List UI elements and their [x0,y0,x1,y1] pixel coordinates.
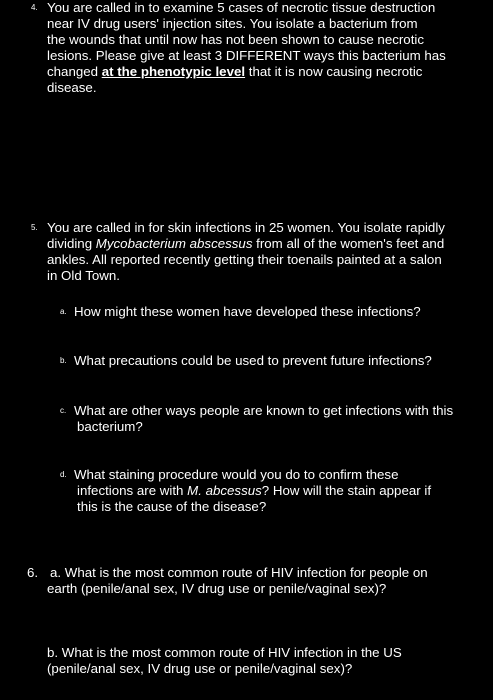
question-5-text-run: dividing [47,236,96,251]
subquestion-d-letter: d. [60,470,67,479]
question-4-text [47,0,446,96]
subquestion-d-text-run: ? How will the stain appear if [261,483,432,498]
organism-name: M. abcessus [187,483,262,498]
question-6b-line: b. What is the most common route of HIV infection in the US [47,645,402,660]
question-5-line [47,236,445,252]
subquestion-d-line: this is the cause of the disease? [77,499,267,514]
subquestion-a-text [74,304,421,320]
question-4-text-run: changed [47,64,102,79]
question-6a-line: a. What is the most common route of HIV infection for people on [50,565,428,580]
question-4-line: disease. [47,80,97,95]
phenotypic-level-emphasis: at the phenotypic level [101,64,246,79]
subquestion-a-line: How might these women have developed these infections? [74,304,421,319]
subquestion-d-line [74,483,431,499]
subquestion-a-letter: a. [60,307,67,316]
question-6a-text [47,565,428,597]
subquestion-d-text-run: infections are with [77,483,188,498]
question-4-text-run: that it is now causing necrotic [245,64,423,79]
subquestion-d-text [74,467,431,515]
question-4-line: the wounds that until now has not been shown to cause necrotic [47,32,424,47]
subquestion-b-letter: b. [60,356,67,365]
subquestion-c-line: What are other ways people are known to get infections with this [74,403,454,418]
question-5-text-run: from all of the women's feet and [252,236,445,251]
question-6-number: 6. [27,565,39,580]
question-5-line: You are called in for skin infections in 25 women. You isolate rapidly [47,220,445,235]
question-4-line: You are called in to examine 5 cases of necrotic tissue destruction [47,0,436,15]
question-6b-line: (penile/anal sex, IV drug use or penile/vaginal sex)? [47,661,353,676]
subquestion-c-text [74,403,453,435]
subquestion-b-text [74,353,432,369]
question-4-line: lesions. Please give at least 3 DIFFERENT ways this bacterium has [47,48,446,63]
question-5-line: in Old Town. [47,268,120,283]
question-4-line [47,64,446,80]
question-6a-line: earth (penile/anal sex, IV drug use or penile/vaginal sex)? [47,581,387,596]
subquestion-d-line: What staining procedure would you do to confirm these [74,467,399,482]
subquestion-c-line: bacterium? [77,419,143,434]
question-5-number: 5. [31,223,38,232]
question-6b-text [47,645,402,677]
question-4-line: near IV drug users' injection sites. You isolate a bacterium from [47,16,418,31]
question-4-number: 4. [31,3,38,12]
subquestion-c-letter: c. [60,406,67,415]
question-5-line: ankles. All reported recently getting their toenails painted at a salon [47,252,442,267]
subquestion-b-line: What precautions could be used to prevent future infections? [74,353,432,368]
question-5-text [47,220,445,284]
organism-name: Mycobacterium abscessus [95,236,253,251]
